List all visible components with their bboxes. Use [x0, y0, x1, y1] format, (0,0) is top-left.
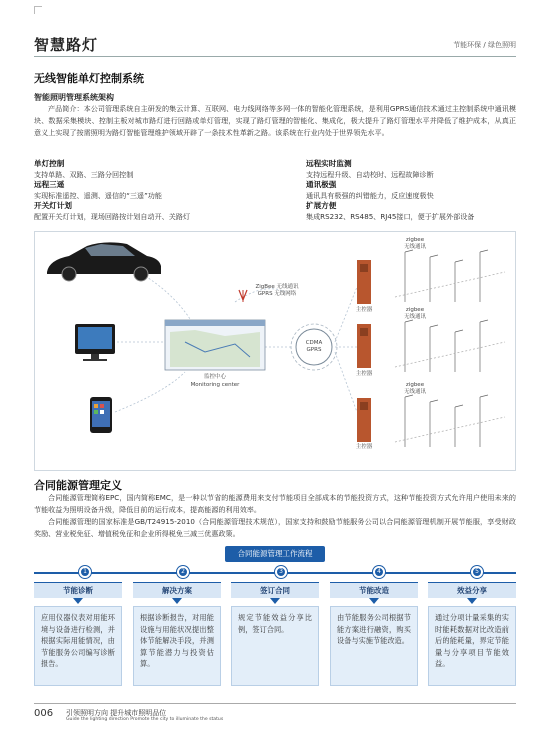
monitor-center-en: Monitoring center: [190, 382, 240, 388]
corner-mark: [34, 6, 42, 14]
zigbee-label-2: zigbee 无线通讯: [403, 307, 426, 320]
product-intro: 产品简介：本公司管理系统自主研发的集云计算、互联网、电力线网络等多网一体的智能化管理系统，是利用GPRS通信技术通过主控制系统中通讯模块、数据采集模块、控制主板对城市路灯进行回路或单灯管理，实现了路灯管理的智能化、集成化，极大提升了路灯管理水平并降低了维护成本，从真正意义上实现了按需照明为路灯智能管理维护领域开辟了一条技术性革新之路。该系统在行业内处于世界领先水平。: [34, 104, 516, 137]
controller-label-1: 主控器: [355, 307, 373, 313]
controller-label-3: 主控器: [355, 444, 373, 450]
architecture-subtitle: 智能照明管理系统架构: [34, 93, 114, 102]
zigbee-label-1: zigbee 无线通讯: [403, 237, 426, 250]
feature-desc: 配置开关灯计划，现场回路按计划自动开、关路灯: [34, 211, 191, 221]
step-number: 2: [177, 566, 189, 578]
feature-desc: 集成RS232、RS485、RJ45接口，便于扩展外部设备: [306, 211, 475, 221]
streetlamp-group-1: [395, 250, 505, 302]
page-header: [0, 0, 550, 58]
feature-item: [34, 159, 274, 180]
desktop-monitor-icon: [75, 324, 115, 361]
link-phone: [115, 372, 185, 412]
features-right: [306, 159, 521, 222]
step-desc-solution: 根据诊断报告，对用能设施与用能状况提出整体节能解决手段，并测算节能潜力与投资估算。: [133, 606, 221, 686]
section-title-emc: 合同能源管理定义: [34, 479, 122, 492]
feature-item: [34, 180, 274, 201]
header-slogan: 节能环保 / 绿色照明: [453, 41, 516, 49]
step-label-retrofit: 节能改造: [330, 582, 418, 598]
step-number: 4: [373, 566, 385, 578]
feature-title: 通讯极强: [306, 180, 337, 189]
feature-desc: 支持单路、双路、三路分回控制: [34, 169, 134, 179]
step-label-sharing: 效益分享: [428, 582, 516, 598]
step-desc-retrofit: 由节能服务公司根据节能方案进行融资，购买设备与实施节能改造。: [330, 606, 418, 686]
controller-cabinet-1: [357, 260, 371, 304]
feature-title: 单灯控制: [34, 159, 65, 168]
wireless-label: ZigBee 无线通讯 GPRS 无线网络: [255, 284, 299, 297]
monitoring-center-icon: [165, 320, 265, 370]
feature-item: [306, 180, 521, 201]
feature-item: [306, 159, 521, 180]
step-desc-diagnosis: 应用仪器仪表对用能环境与设备进行检测，并根据实际用能情况，由节能服务公司编写诊断报告。: [34, 606, 122, 686]
link-cloud-c3: [335, 352, 357, 412]
feature-item: [306, 201, 521, 222]
streetlamp-group-2: [395, 320, 505, 372]
workflow-title: 合同能源管理工作流程: [225, 546, 325, 562]
step-desc-sharing: 通过分项计量采集的实时能耗数据对比改造前后的能耗量，界定节能量与分享项目节能效益。: [428, 606, 516, 686]
step-number: 5: [471, 566, 483, 578]
feature-desc: 实现标准遥控、遥测、遥信的“三遥”功能: [34, 190, 162, 200]
section-title-single-lamp: 无线智能单灯控制系统: [34, 72, 144, 85]
page-title: 智慧路灯: [34, 36, 99, 54]
feature-title: 远程三遥: [34, 180, 65, 189]
down-arrow-icon: [73, 598, 83, 604]
monitor-center-label: 监控中心: [203, 374, 226, 380]
streetlamp-group-3: [395, 395, 505, 447]
page-number: 006: [34, 708, 54, 719]
down-arrow-icon: [270, 598, 280, 604]
features-left: [34, 159, 274, 222]
controller-label-2: 主控器: [355, 371, 373, 377]
header-divider: [34, 56, 516, 57]
down-arrow-icon: [369, 598, 379, 604]
cloud-label: CDMA GPRS: [305, 340, 323, 353]
feature-item: [34, 201, 274, 222]
diagram-svg: [35, 232, 517, 472]
footer-slogan: 引领照明方向 提升城市照明品位: [66, 709, 167, 717]
emc-definition: 合同能源管理简称EPC，国内简称EMC，是一种以节省的能源费用来支付节能项目全部成本的节能投资方式，这种节能投资方式允许用户使用未来的节能收益为照明设备升级，降低目前的运行成本，提高能源的利用效率。: [34, 493, 516, 514]
car-icon: [47, 242, 161, 281]
down-arrow-icon: [467, 598, 477, 604]
footer-divider: [34, 703, 516, 704]
system-architecture-diagram: [34, 231, 516, 471]
step-label-contract: 签订合同: [231, 582, 319, 598]
footer-slogan-en: Guide the lighting direction Promote the city to illuminate the status: [66, 717, 224, 722]
zigbee-label-3: zigbee 无线通讯: [403, 382, 426, 395]
smartphone-icon: [90, 397, 112, 433]
step-number: 3: [275, 566, 287, 578]
down-arrow-icon: [172, 598, 182, 604]
step-label-solution: 解决方案: [133, 582, 221, 598]
step-label-diagnosis: 节能诊断: [34, 582, 122, 598]
feature-desc: 通讯具有极强的纠错能力，反应速度极快: [306, 190, 434, 200]
controller-cabinet-3: [357, 398, 371, 442]
controller-cabinet-2: [357, 324, 371, 368]
step-desc-contract: 规定节能效益分享比例，签订合同。: [231, 606, 319, 686]
link-cloud-c1: [335, 287, 357, 342]
feature-title: 扩展方便: [306, 201, 337, 210]
step-number: 1: [79, 566, 91, 578]
feature-title: 远程实时监测: [306, 159, 352, 168]
feature-title: 开关灯计划: [34, 201, 72, 210]
feature-desc: 支持远程升级、自动校时、远程故障诊断: [306, 169, 434, 179]
emc-standard: 合同能源管理的国家标准是GB/T24915-2010（合同能源管理技术规范），国家支持和鼓励节能服务公司以合同能源管理机制开展节能服，享受财政奖励、营业税免征、增值税免征和企业所得税免三减三优惠政策。: [34, 517, 516, 538]
